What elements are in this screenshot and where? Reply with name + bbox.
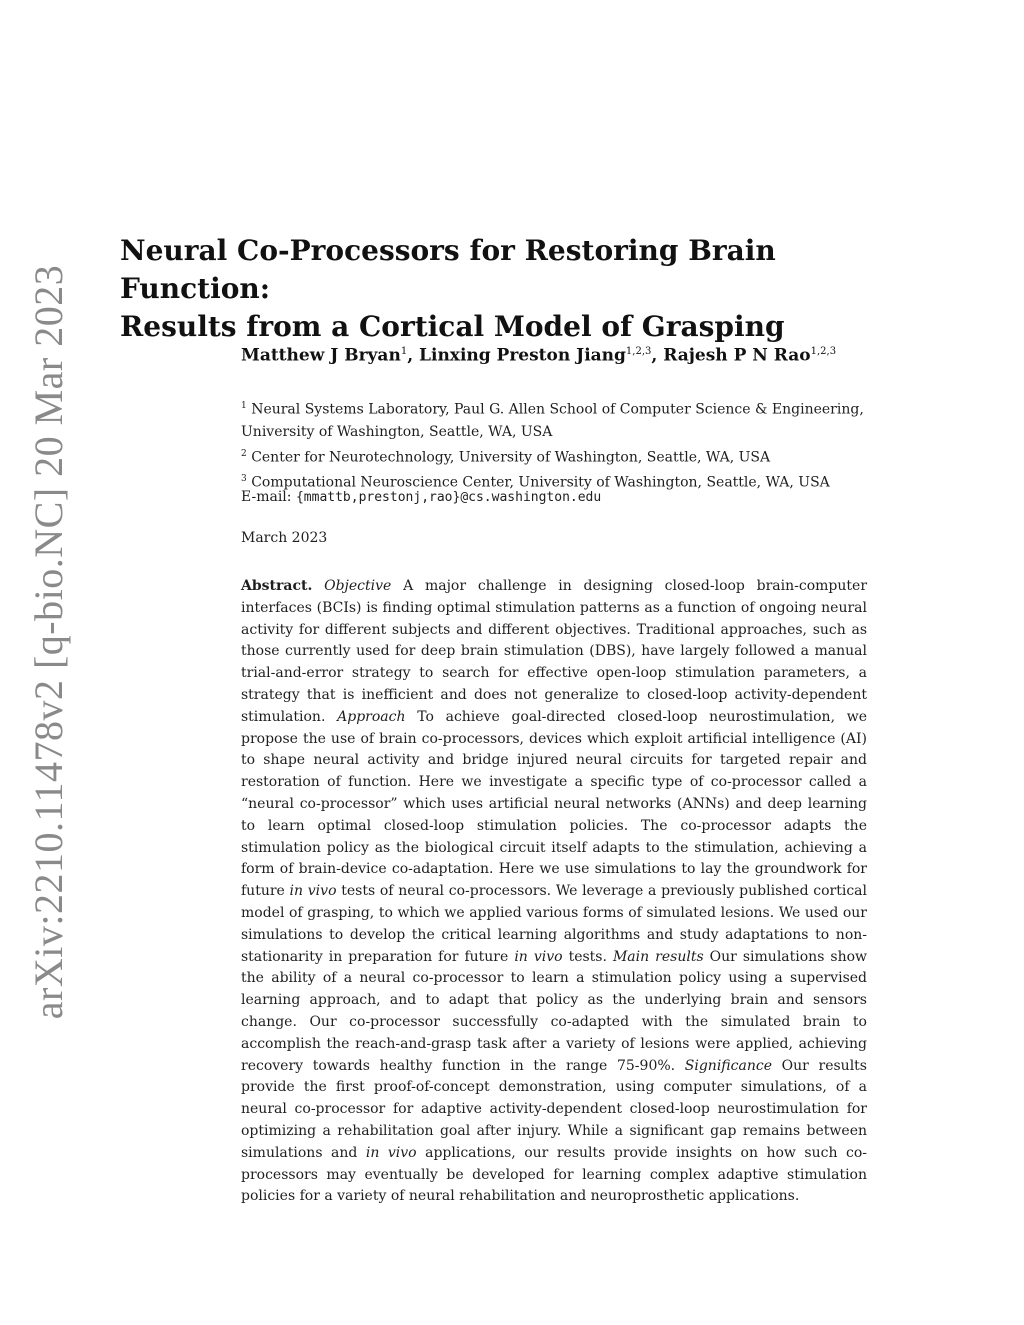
author-affiliation-mark: 1,2,3 [810,346,837,357]
abstract-label: Abstract. [241,578,313,594]
author-name: Matthew J Bryan [241,345,401,366]
abstract-heading-objective: Objective [324,578,392,594]
abstract-heading-approach: Approach [337,708,406,725]
publication-date: March 2023 [241,530,328,546]
affiliation: $^3$ Computational Neuroscience Center, University of Washington, Seattle, WA, USA [241,474,830,491]
abstract-heading-main-results: Main results [612,948,704,965]
title-line-2: Results from a Cortical Model of Grasping [120,310,785,343]
abstract: Abstract. Objective A major challenge in designing closed-loop brain-computer interfaces (BCIs) is finding optimal stimulation patterns as a function of ongoing neural activity for different subjects and different objectives. Traditional approaches, such as those currently used for deep brain stimulation (DBS), have largely followed a manual trial-and-error strategy to search for effective open-loop stimulation parameters, a strategy that is inefficient and does not generalize to closed-loop activity-dependent stimulation. Approach To achieve goal-directed closed-loop neurostimulation, we propose the use of brain co-processors, devices which exploit artificial intelligence (AI) to shape neural activity and bridge injured neural circuits for targeted repair and restoration of function. Here we investigate a specific type of co-processor called a “neural co-processor” which uses artificial neural networks (ANNs) and deep learning to learn optimal closed-loop stimulation policies. The co-processor adapts the stimulation policy as the biological circuit itself adapts to the stimulation, achieving a form of brain-device co-adaptation. Here we use simulations to lay the groundwork for future in vivo tests of neural co-processors. We leverage a previously published cortical model of grasping, to which we applied various forms of simulated lesions. We used our simulations to develop the critical learning algorithms and study adaptations to non-stationarity in preparation for future in vivo tests. Main results Our simulations show the ability of a neural co-processor to learn a stimulation policy using a supervised learning approach, and to adapt that policy as the underlying brain and sensors change. Our co-processor successfully co-adapted with the simulated brain to accomplish the reach-and-grasp task after a variety of lesions were applied, achieving recovery towards healthy function in the range 75-90%. Significance Our results provide the first proof-of-concept demonstration, using computer simulations, of a neural co-processor for adaptive activity-dependent closed-loop neurostimulation for optimizing a rehabilitation goal after injury. While a significant gap remains between simulations and in vivo applications, our results provide insights on how such co-processors may eventually be developed for learning complex adaptive stimulation policies for a variety of neural rehabilitation and neuroprosthetic applications. [241,578,868,1205]
affiliation: $^2$ Center for Neurotechnology, University of Washington, Seattle, WA, USA [241,448,771,466]
contact-email [241,489,881,505]
affiliation: $^1$ Neural Systems Laboratory, Paul G. Allen School of Computer Science & Engineering, University of Washington, Seattle, WA, USA [241,401,864,440]
email-label: E-mail: [241,489,292,505]
author-name: Rajesh P N Rao [663,345,811,366]
email-address[interactable]: {mmattb,prestonj,rao}@cs.washington.edu [295,490,602,505]
author-name: Linxing Preston Jiang [419,345,626,366]
affiliation-list [241,395,881,494]
arxiv-identifier: arXiv:2210.11478v2 [q-bio.NC] 20 Mar 2023 [25,264,71,1020]
title-line-1: Neural Co-Processors for Restoring Brain Function: [120,234,776,305]
author-affiliation-mark: 1,2,3 [625,346,652,357]
abstract-heading-significance: Significance [684,1057,772,1074]
author-affiliation-mark: 1 [400,346,408,357]
paper-title [120,232,920,346]
author-list: Matthew J Bryan$^1$, Linxing Preston Jiang$^{1,2,3}$, Rajesh P N Rao$^{1,2,3}$ [241,345,837,366]
